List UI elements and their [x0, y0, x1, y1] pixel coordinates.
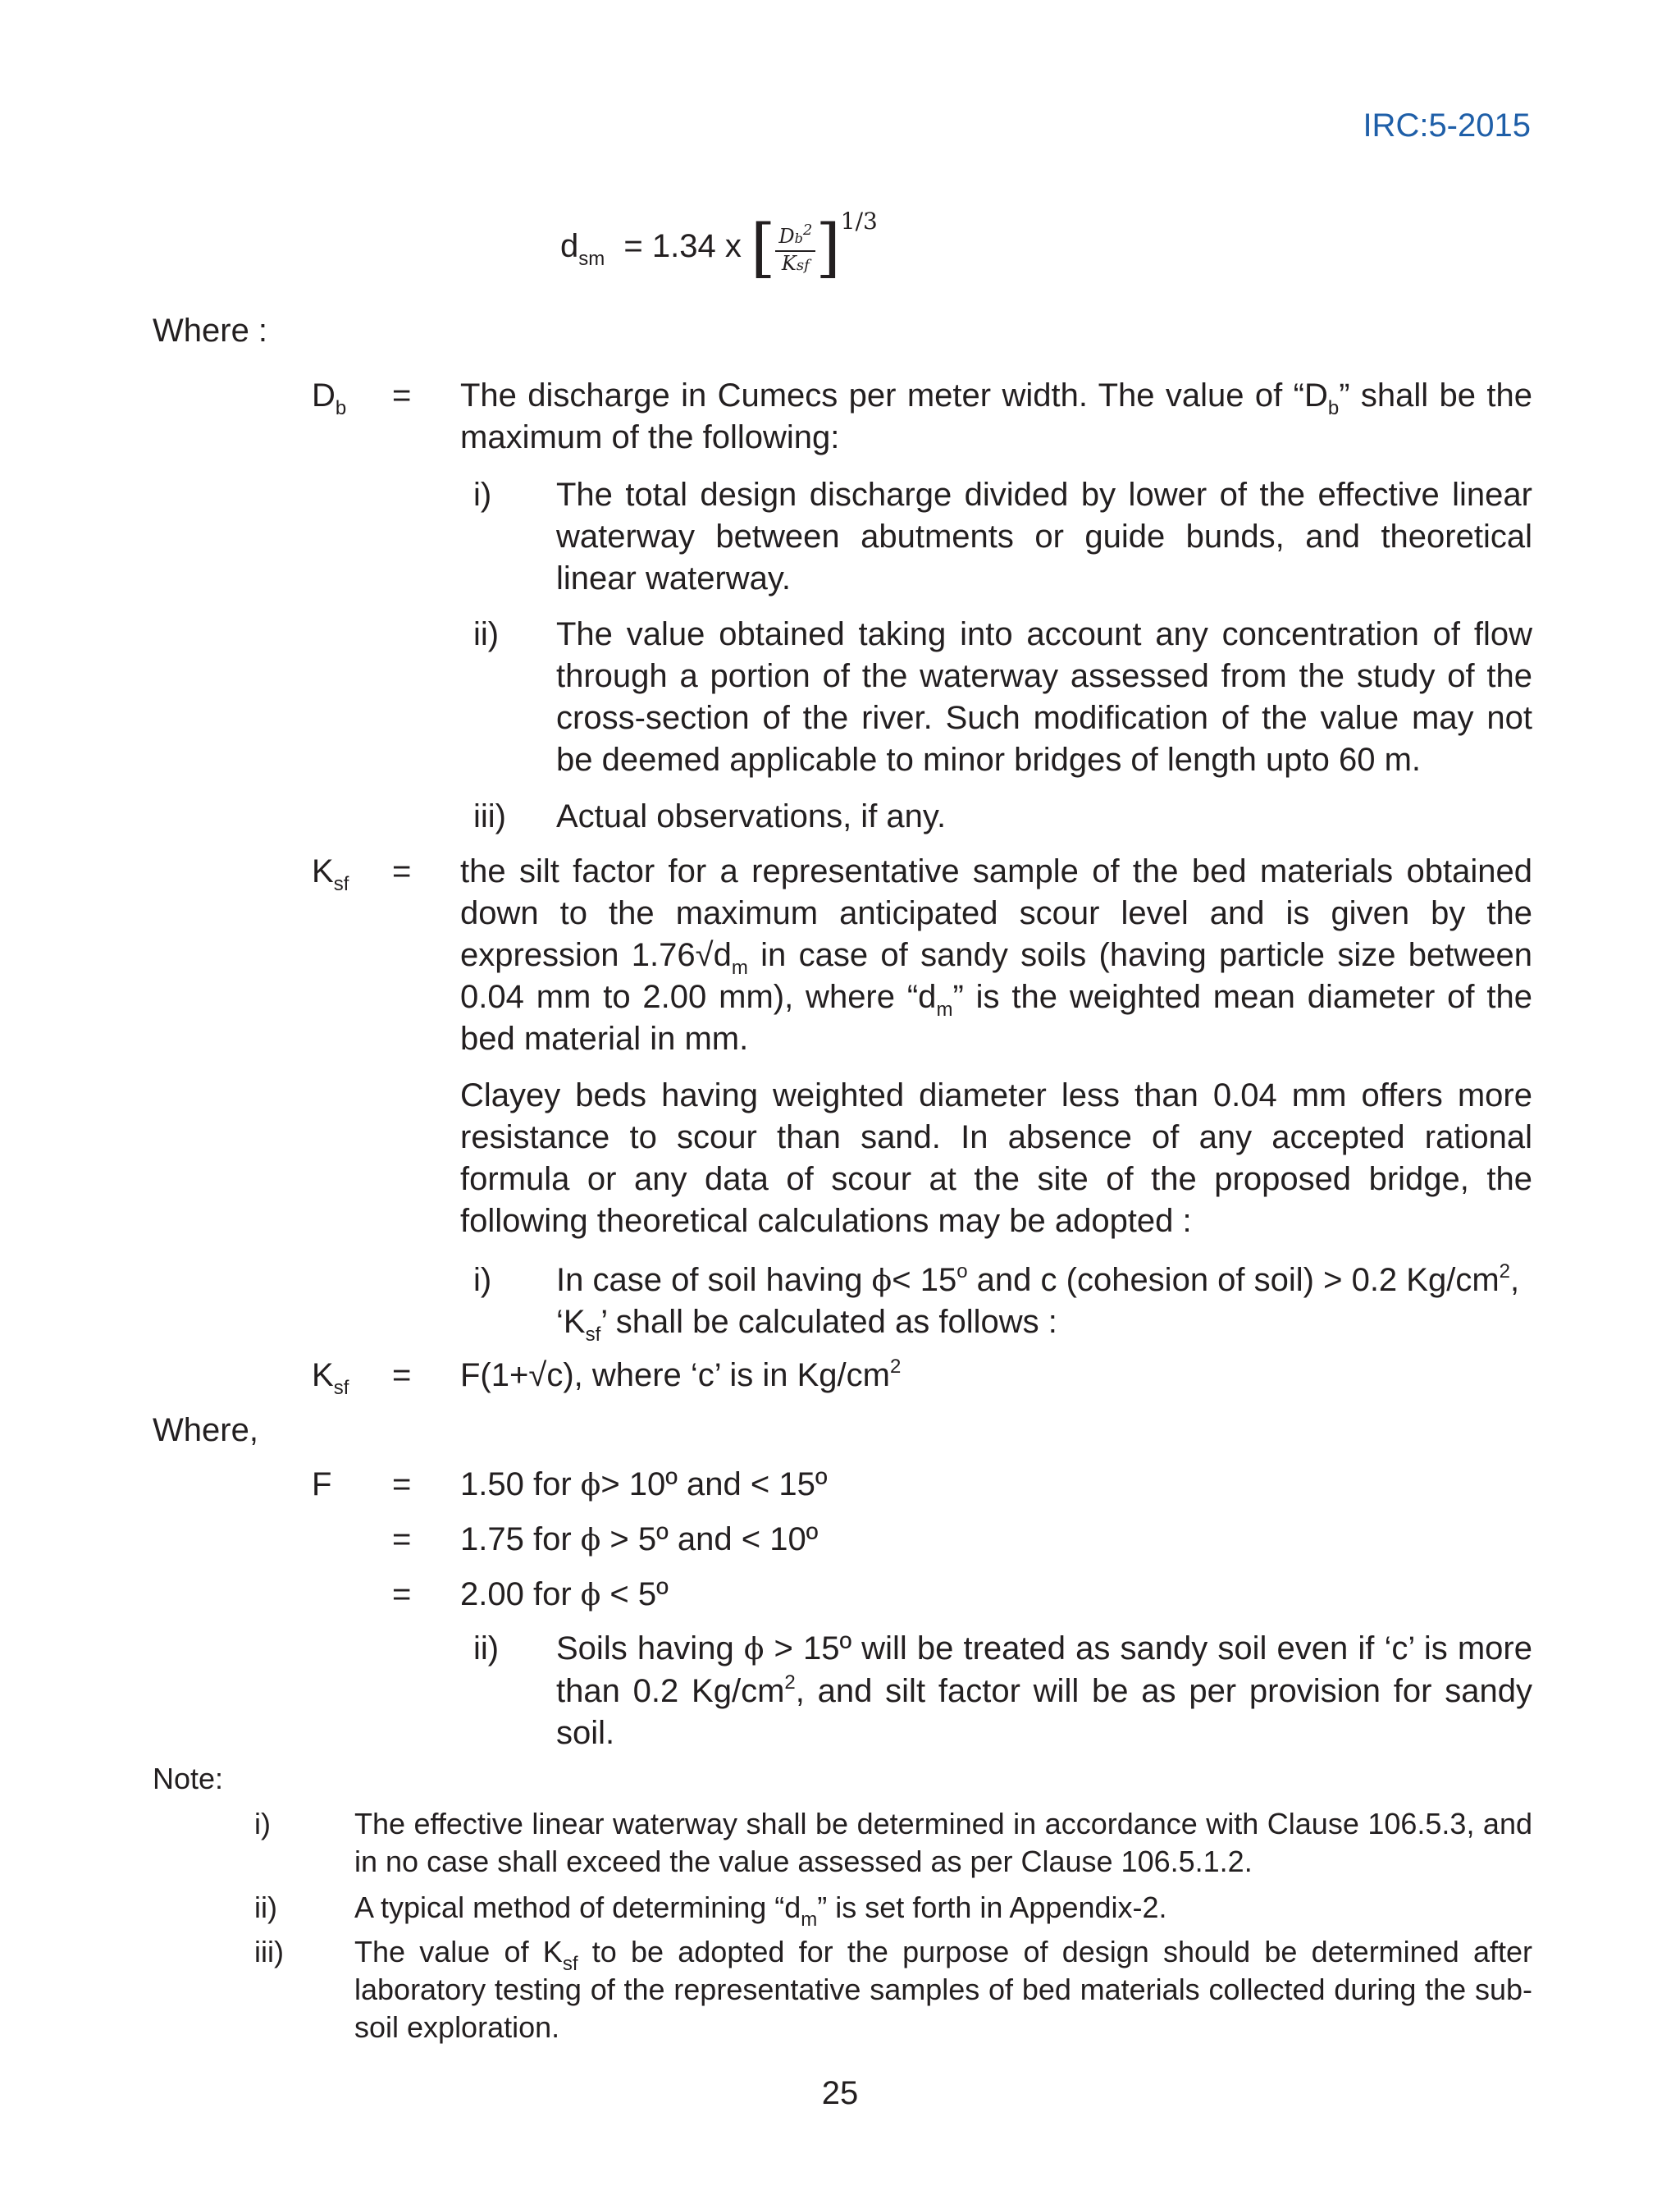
- note-item-text: A typical method of determining “$d_m$” is set forth in Appendix-2.: [354, 1891, 1167, 1931]
- db-symbol: $D_b$: [312, 377, 347, 419]
- note-item-number: i): [254, 1807, 271, 1840]
- f-equals: =: [392, 1576, 412, 1612]
- page-number: 25: [821, 2075, 859, 2111]
- formula-fraction: $\frac{Db^2}{\text{Ksf}}$: [775, 219, 815, 277]
- f-value-row: 1.50 for ϕ> 10º and < 15º: [460, 1466, 828, 1502]
- ksf-item-text: In case of soil having $\phi< 15^o$ and c (cohesion of soil) > 0.2 $Kg/cm^2$,: [556, 1260, 1520, 1298]
- db-item-text: The total design discharge divided by lower of the effective linear waterway between abutments or guide bunds, and theoretical linear waterway.: [556, 477, 1532, 597]
- ksf-symbol: $K_{sf}$: [312, 853, 349, 895]
- where-label-2: Where,: [153, 1412, 258, 1448]
- note-label: Note:: [153, 1762, 224, 1795]
- document-code: IRC:5-2015: [1363, 107, 1531, 144]
- f-equals: =: [392, 1521, 412, 1557]
- where-label: Where :: [153, 313, 268, 349]
- clayey-bed-paragraph: Clayey beds having weighted diameter less than 0.04 mm offers more resistance to scour than sand. In absence of any accepted rational formula or any data of scour at the site of the proposed bridge, the following theoretical calculations may be adopted :: [460, 1077, 1532, 1239]
- scour-depth-formula: [560, 205, 878, 287]
- note-item-text: The value of $K_{sf}$ to be adopted for the purpose of design should be determined after laboratory testing of the representative samples of bed materials collected during the sub-soil exploration.: [354, 1935, 1532, 2044]
- f-value-row: 1.75 for ϕ > 5º and < 10º: [460, 1521, 819, 1557]
- db-item-text: The value obtained taking into account any concentration of flow through a portion of the waterway assessed from the study of the cross-section of the river. Such modification of the value may not be deemed applicable to minor bridges of length upto 60 m.: [556, 616, 1532, 778]
- f-symbol: F: [312, 1466, 332, 1502]
- db-item-text: Actual observations, if any.: [556, 798, 947, 834]
- db-equals: =: [392, 377, 412, 414]
- f-equals: =: [392, 1466, 412, 1502]
- f-item-text: Soils having ϕ > 15º will be treated as sandy soil even if ‘c’ is more than 0.2 $Kg/cm^2$, and silt factor will be as per provision for sandy soil.: [556, 1630, 1532, 1751]
- note-item-number: ii): [254, 1891, 277, 1924]
- formula-bracket-right: ]: [815, 211, 841, 286]
- formula-bracket-left: [: [750, 211, 776, 286]
- note-item-text: The effective linear waterway shall be determined in accordance with Clause 106.5.3, and in no case shall exceed the value assessed as per Clause 106.5.1.2.: [354, 1807, 1532, 1878]
- ksf2-formula: F(1+√c), where ‘c’ is in $Kg/cm^2$: [460, 1356, 902, 1393]
- f-item-number: ii): [473, 1630, 500, 1667]
- ksf-item-number: i): [473, 1262, 492, 1298]
- db-item-number: iii): [473, 798, 506, 834]
- formula-equals: = 1.34 x: [623, 228, 742, 264]
- db-item-number: i): [473, 477, 492, 513]
- ksf-item-text-line2: ‘$K_{sf}$’ shall be calculated as follows :: [556, 1304, 1057, 1346]
- note-item-number: iii): [254, 1935, 284, 1968]
- formula-exponent: 1/3: [840, 208, 878, 235]
- formula-lhs: $d_{sm}$: [560, 228, 605, 270]
- ksf2-equals: =: [392, 1357, 412, 1393]
- ksf-equals: =: [392, 853, 412, 889]
- f-value-row: 2.00 for ϕ < 5º: [460, 1576, 669, 1612]
- ksf2-symbol: $K_{sf}$: [312, 1357, 349, 1399]
- db-definition: The discharge in Cumecs per meter width. The value of “$D_b$” shall be the maximum of the following:: [460, 377, 1532, 455]
- ksf-definition: the silt factor for a representative sample of the bed materials obtained down to the maximum anticipated scour level and is given by the expression $1.76√d_m$ in case of sandy soils (having particle size between 0.04 mm to 2.00 mm), where “$d_m$” is the weighted mean diameter of the bed material in mm.: [460, 853, 1533, 1057]
- db-item-number: ii): [473, 616, 500, 652]
